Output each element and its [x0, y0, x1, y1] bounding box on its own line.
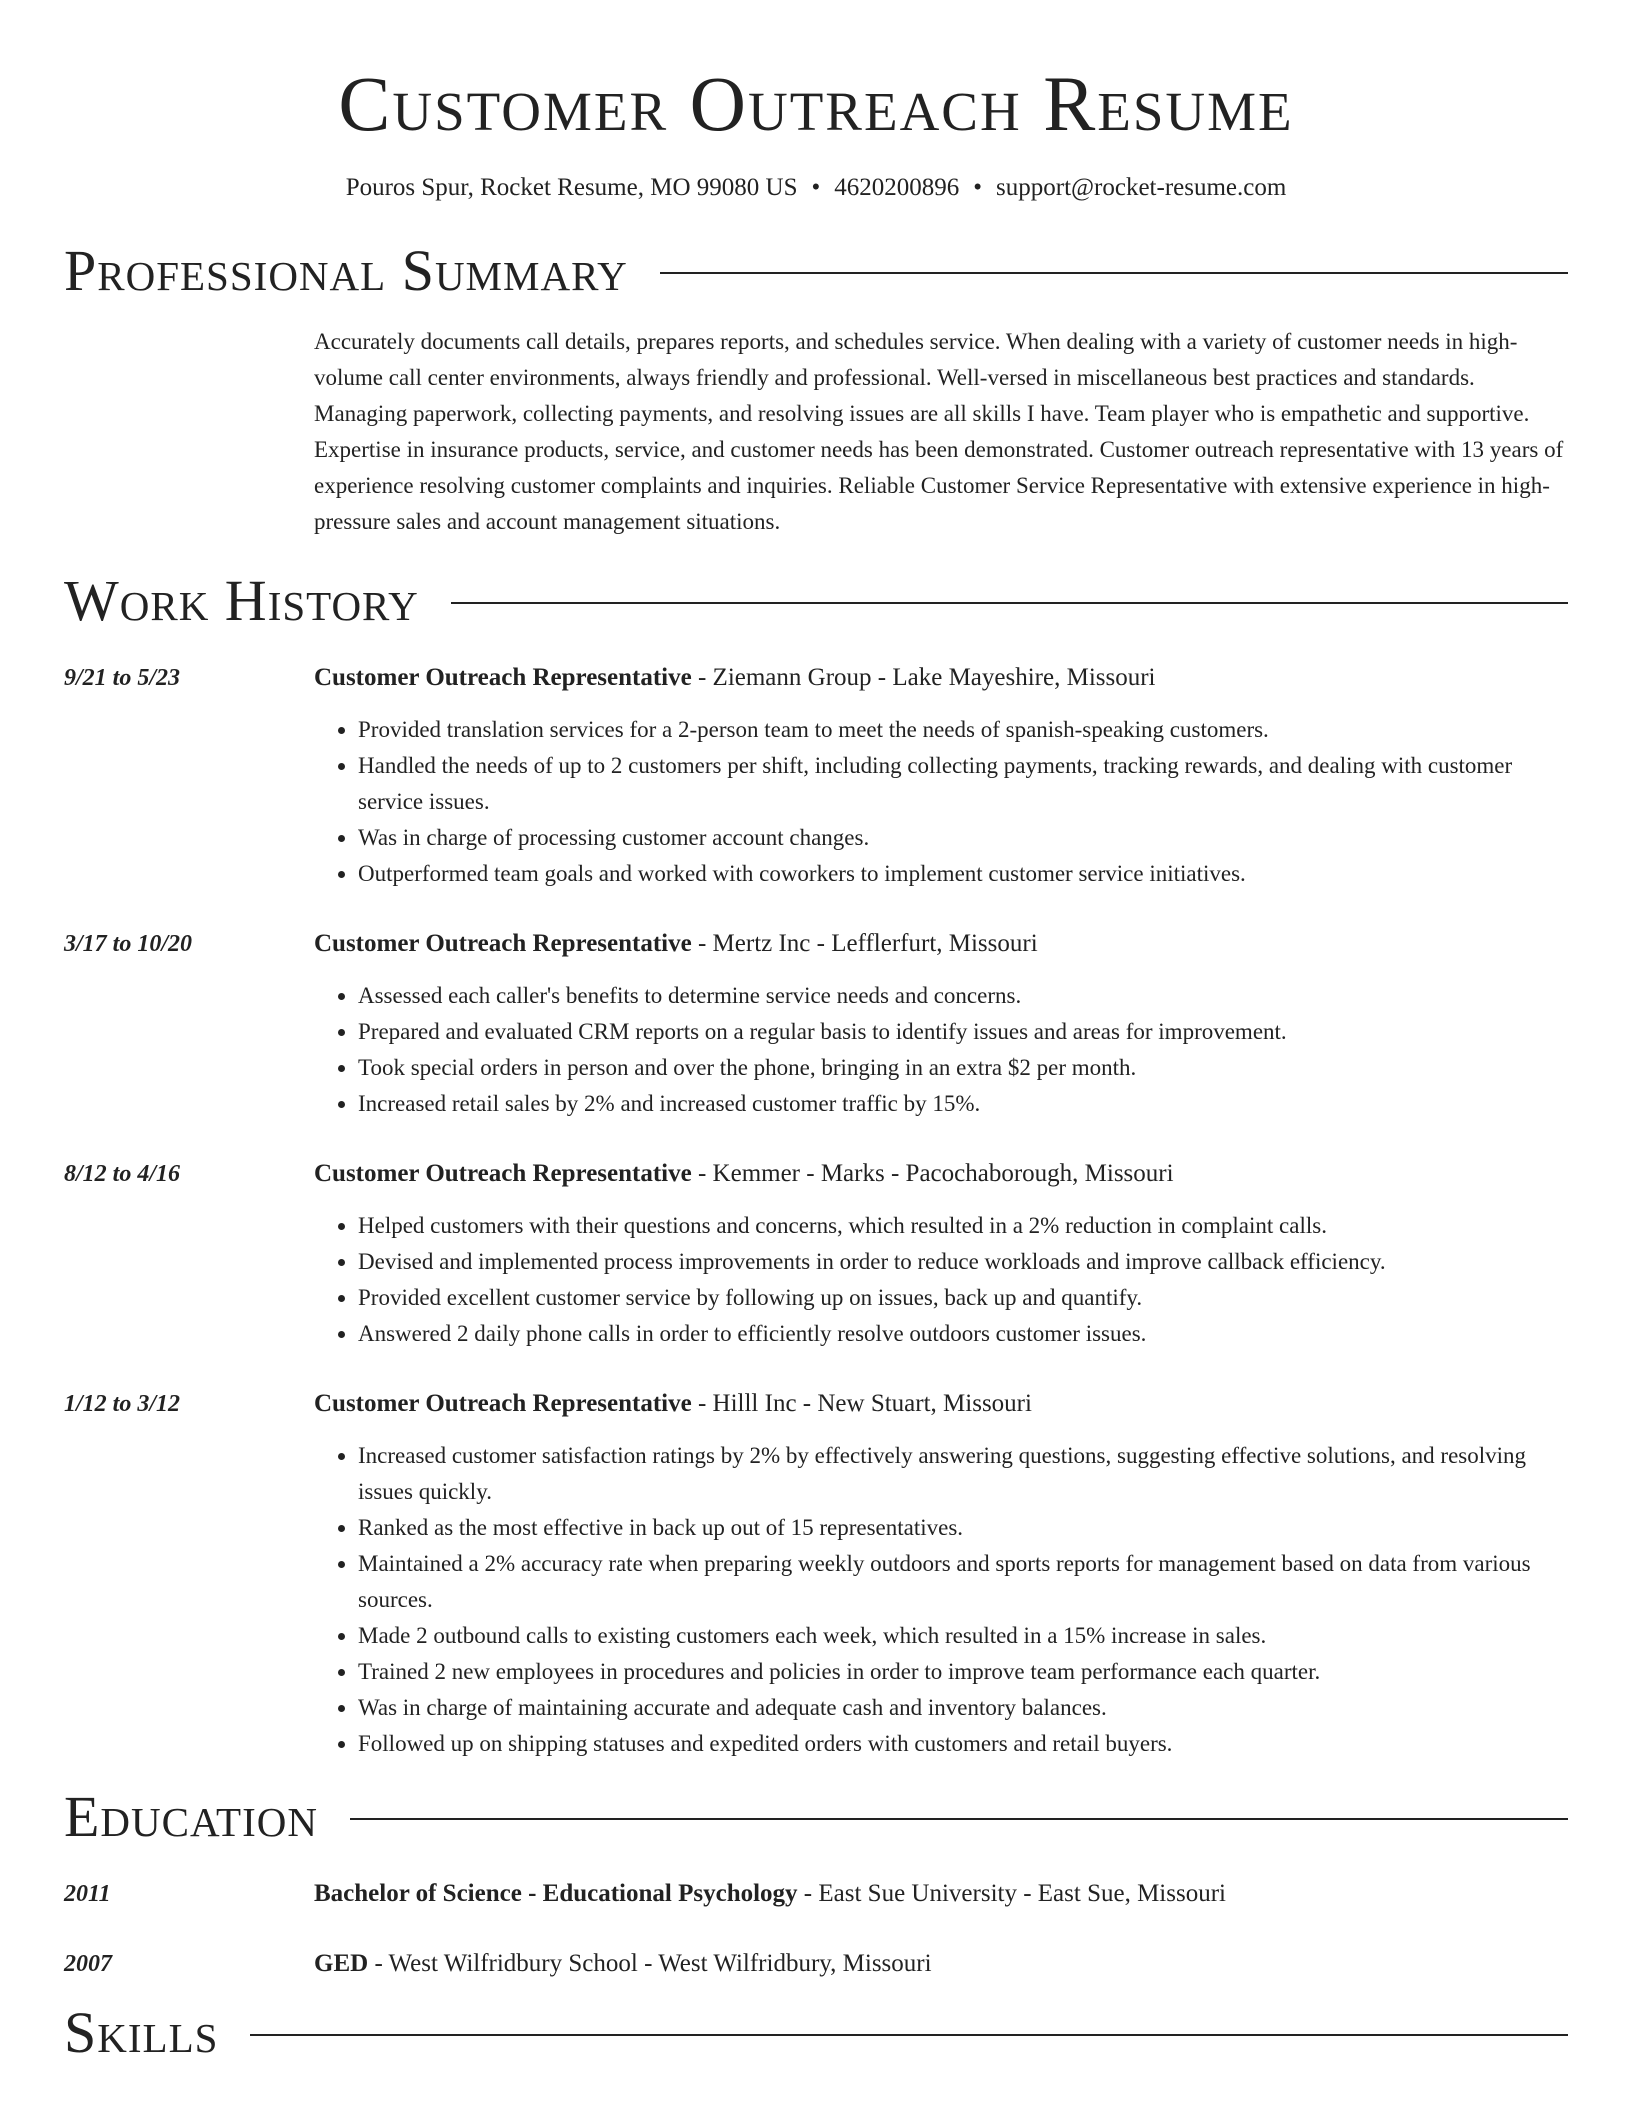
education-degree: GED: [314, 1950, 369, 1977]
job-heading: [314, 926, 1568, 962]
job-bullet: • Provided translation services for a 2-person team to meet the needs of spanish-speaking customers.: [358, 712, 1568, 748]
education-detail: [314, 1876, 1226, 1912]
job-bullet: • Ranked as the most effective in back up out of 15 representatives.: [358, 1510, 1568, 1546]
job-title: Customer Outreach Representative: [314, 1160, 692, 1187]
job-dates: 3/17 to 10/20: [64, 931, 193, 957]
summary-text: Accurately documents call details, prepares reports, and schedules service. When dealing with a variety of customer needs in high-volume call center environments, always friendly and professional. Well-versed in miscellaneous best practices and standards. Managing paperwork, collecting payments, and resolving issues are all skills I have. Team player who is empathetic and supportive. Expertise in insurance products, service, and customer needs has been demonstrated. Customer outreach representative with 13 years of experience resolving customer complaints and inquiries. Reliable Customer Service Representative with extensive experience in high-pressure sales and account management situations.: [314, 329, 1564, 534]
section-divider: [350, 1818, 1568, 1820]
education-school-location: - East Sue University - East Sue, Missouri: [797, 1880, 1226, 1907]
education-list: [64, 1876, 1568, 1982]
job-bullets: [314, 712, 1568, 892]
education-year: 2011: [64, 1881, 111, 1907]
contact-separator: •: [973, 174, 983, 201]
job-dates: 1/12 to 3/12: [64, 1391, 181, 1417]
education-entry: [64, 1946, 1568, 1982]
job-bullets: [314, 1208, 1568, 1352]
job-entry: [64, 926, 1568, 1122]
job-bullet: • Made 2 outbound calls to existing customers each week, which resulted in a 15% increase in sales.: [358, 1618, 1568, 1654]
education-detail: [314, 1946, 932, 1982]
job-bullets: [314, 978, 1568, 1122]
job-bullet: • Answered 2 daily phone calls in order to efficiently resolve outdoors customer issues.: [358, 1316, 1568, 1352]
job-body: [314, 660, 1568, 892]
job-heading: [314, 1156, 1568, 1192]
section-divider: [660, 272, 1568, 274]
job-bullet: • Assessed each caller's benefits to determine service needs and concerns.: [358, 978, 1568, 1014]
section-divider: [250, 2034, 1568, 2036]
contact-email: support@rocket-resume.com: [996, 174, 1287, 201]
contact-phone: 4620200896: [834, 174, 960, 201]
section-divider: [451, 602, 1568, 604]
section-heading: Skills: [64, 2000, 219, 2065]
job-body: [314, 1386, 1568, 1762]
section-summary-header: [64, 238, 1568, 304]
job-employer-location: - Mertz Inc - Lefflerfurt, Missouri: [691, 930, 1038, 957]
resume-title: Customer Outreach Resume: [338, 60, 1294, 147]
job-title: Customer Outreach Representative: [314, 1390, 692, 1417]
job-bullet: • Followed up on shipping statuses and expedited orders with customers and retail buyers.: [358, 1726, 1568, 1762]
job-bullet: • Was in charge of processing customer account changes.: [358, 820, 1568, 856]
job-bullet: • Increased customer satisfaction ratings by 2% by effectively answering questions, suggesting effective solutions, and resolving issues quickly.: [358, 1438, 1568, 1510]
job-heading: [314, 1386, 1568, 1422]
job-entry: [64, 1386, 1568, 1762]
job-entry: [64, 1156, 1568, 1352]
section-heading: Work History: [64, 568, 419, 633]
job-bullet: • Was in charge of maintaining accurate and adequate cash and inventory balances.: [358, 1690, 1568, 1726]
job-bullet: • Helped customers with their questions and concerns, which resulted in a 2% reduction in complaint calls.: [358, 1208, 1568, 1244]
contact-line: [64, 172, 1568, 204]
education-year: 2007: [64, 1951, 112, 1977]
job-bullet: • Handled the needs of up to 2 customers per shift, including collecting payments, tracking rewards, and dealing with customer service issues.: [358, 748, 1568, 820]
section-work-header: [64, 568, 1568, 634]
section-heading: Professional Summary: [64, 238, 628, 303]
section-education-header: [64, 1784, 1568, 1850]
contact-separator: •: [811, 174, 821, 201]
education-school-location: - West Wilfridbury School - West Wilfridbury, Missouri: [368, 1950, 932, 1977]
job-dates: 9/21 to 5/23: [64, 665, 181, 691]
job-bullets: [314, 1438, 1568, 1762]
education-entry: [64, 1876, 1568, 1912]
job-employer-location: - Kemmer - Marks - Pacochaborough, Missouri: [691, 1160, 1174, 1187]
job-heading: [314, 660, 1568, 696]
section-skills-header: [64, 2000, 1568, 2066]
job-employer-location: - Hilll Inc - New Stuart, Missouri: [691, 1390, 1032, 1417]
job-entry: [64, 660, 1568, 892]
job-employer-location: - Ziemann Group - Lake Mayeshire, Missouri: [691, 664, 1156, 691]
job-bullet: • Prepared and evaluated CRM reports on a regular basis to identify issues and areas for improvement.: [358, 1014, 1568, 1050]
job-dates: 8/12 to 4/16: [64, 1161, 181, 1187]
job-title: Customer Outreach Representative: [314, 664, 692, 691]
contact-address: Pouros Spur, Rocket Resume, MO 99080 US: [345, 174, 798, 201]
job-bullet: • Increased retail sales by 2% and increased customer traffic by 15%.: [358, 1086, 1568, 1122]
work-history-list: [64, 660, 1568, 1762]
job-body: [314, 1156, 1568, 1352]
job-bullet: • Maintained a 2% accuracy rate when preparing weekly outdoors and sports reports for management based on data from various sources.: [358, 1546, 1568, 1618]
job-title: Customer Outreach Representative: [314, 930, 692, 957]
job-bullet: • Outperformed team goals and worked with coworkers to implement customer service initiatives.: [358, 856, 1568, 892]
job-bullet: • Devised and implemented process improvements in order to reduce workloads and improve callback efficiency.: [358, 1244, 1568, 1280]
job-bullet: • Took special orders in person and over the phone, bringing in an extra $2 per month.: [358, 1050, 1568, 1086]
job-body: [314, 926, 1568, 1122]
education-degree: Bachelor of Science - Educational Psychology: [314, 1880, 798, 1907]
job-bullet: • Provided excellent customer service by following up on issues, back up and quantify.: [358, 1280, 1568, 1316]
job-bullet: • Trained 2 new employees in procedures and policies in order to improve team performance each quarter.: [358, 1654, 1568, 1690]
section-heading: Education: [64, 1784, 318, 1849]
